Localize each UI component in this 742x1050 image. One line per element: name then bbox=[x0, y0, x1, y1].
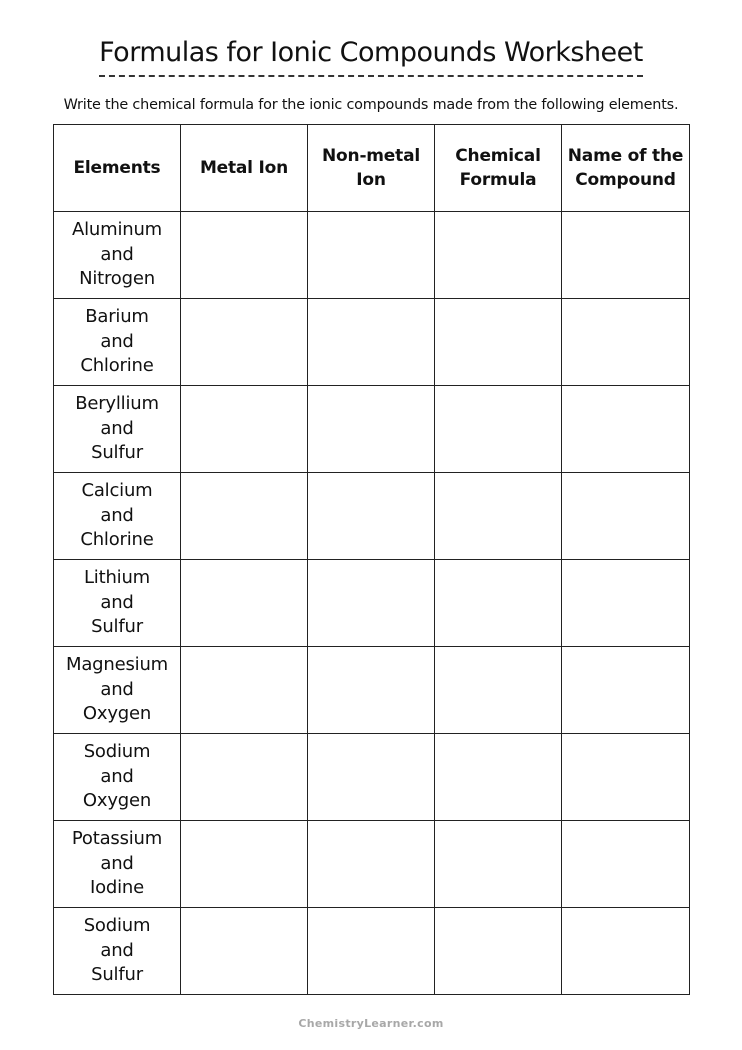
compound-name-cell[interactable] bbox=[562, 386, 690, 473]
table-row bbox=[54, 299, 690, 386]
elements-cell: Sodium and Sulfur bbox=[54, 908, 181, 995]
header-non-metal-ion: Non-metal Ion bbox=[308, 125, 435, 212]
elements-cell: Sodium and Oxygen bbox=[54, 734, 181, 821]
footer-credit: ChemistryLearner.com bbox=[298, 1017, 444, 1030]
compound-name-cell[interactable] bbox=[562, 821, 690, 908]
compound-name-cell[interactable] bbox=[562, 299, 690, 386]
compound-name-cell[interactable] bbox=[562, 647, 690, 734]
table-row bbox=[54, 647, 690, 734]
chemical-formula-cell[interactable] bbox=[435, 908, 562, 995]
header-chemical-formula: Chemical Formula bbox=[435, 125, 562, 212]
worksheet-table bbox=[53, 124, 690, 995]
non-metal-ion-cell[interactable] bbox=[308, 212, 435, 299]
worksheet-title: Formulas for Ionic Compounds Worksheet bbox=[99, 34, 643, 77]
metal-ion-cell[interactable] bbox=[181, 647, 308, 734]
elements-cell: Beryllium and Sulfur bbox=[54, 386, 181, 473]
chemical-formula-cell[interactable] bbox=[435, 473, 562, 560]
non-metal-ion-cell[interactable] bbox=[308, 734, 435, 821]
elements-cell: Lithium and Sulfur bbox=[54, 560, 181, 647]
chemical-formula-cell[interactable] bbox=[435, 734, 562, 821]
table-row bbox=[54, 386, 690, 473]
elements-cell: Calcium and Chlorine bbox=[54, 473, 181, 560]
chemical-formula-cell[interactable] bbox=[435, 212, 562, 299]
non-metal-ion-cell[interactable] bbox=[308, 386, 435, 473]
non-metal-ion-cell[interactable] bbox=[308, 821, 435, 908]
elements-cell: Aluminum and Nitrogen bbox=[54, 212, 181, 299]
compound-name-cell[interactable] bbox=[562, 212, 690, 299]
elements-cell: Potassium and Iodine bbox=[54, 821, 181, 908]
compound-name-cell[interactable] bbox=[562, 908, 690, 995]
metal-ion-cell[interactable] bbox=[181, 560, 308, 647]
instructions: Write the chemical formula for the ionic compounds made from the following elements. bbox=[63, 97, 679, 113]
compound-name-cell[interactable] bbox=[562, 560, 690, 647]
header-row bbox=[54, 125, 690, 212]
table-row bbox=[54, 473, 690, 560]
metal-ion-cell[interactable] bbox=[181, 908, 308, 995]
table-row bbox=[54, 908, 690, 995]
table-row bbox=[54, 821, 690, 908]
table-row bbox=[54, 734, 690, 821]
metal-ion-cell[interactable] bbox=[181, 386, 308, 473]
non-metal-ion-cell[interactable] bbox=[308, 299, 435, 386]
metal-ion-cell[interactable] bbox=[181, 821, 308, 908]
chemical-formula-cell[interactable] bbox=[435, 299, 562, 386]
chemical-formula-cell[interactable] bbox=[435, 821, 562, 908]
metal-ion-cell[interactable] bbox=[181, 734, 308, 821]
table-row bbox=[54, 560, 690, 647]
elements-cell: Magnesium and Oxygen bbox=[54, 647, 181, 734]
table-row bbox=[54, 212, 690, 299]
title-container bbox=[0, 34, 742, 77]
non-metal-ion-cell[interactable] bbox=[308, 473, 435, 560]
compound-name-cell[interactable] bbox=[562, 734, 690, 821]
metal-ion-cell[interactable] bbox=[181, 212, 308, 299]
non-metal-ion-cell[interactable] bbox=[308, 647, 435, 734]
chemical-formula-cell[interactable] bbox=[435, 647, 562, 734]
chemical-formula-cell[interactable] bbox=[435, 386, 562, 473]
header-compound-name: Name of the Compound bbox=[562, 125, 690, 212]
header-metal-ion: Metal Ion bbox=[181, 125, 308, 212]
non-metal-ion-cell[interactable] bbox=[308, 908, 435, 995]
header-elements: Elements bbox=[54, 125, 181, 212]
compound-name-cell[interactable] bbox=[562, 473, 690, 560]
chemical-formula-cell[interactable] bbox=[435, 560, 562, 647]
elements-cell: Barium and Chlorine bbox=[54, 299, 181, 386]
metal-ion-cell[interactable] bbox=[181, 473, 308, 560]
non-metal-ion-cell[interactable] bbox=[308, 560, 435, 647]
metal-ion-cell[interactable] bbox=[181, 299, 308, 386]
